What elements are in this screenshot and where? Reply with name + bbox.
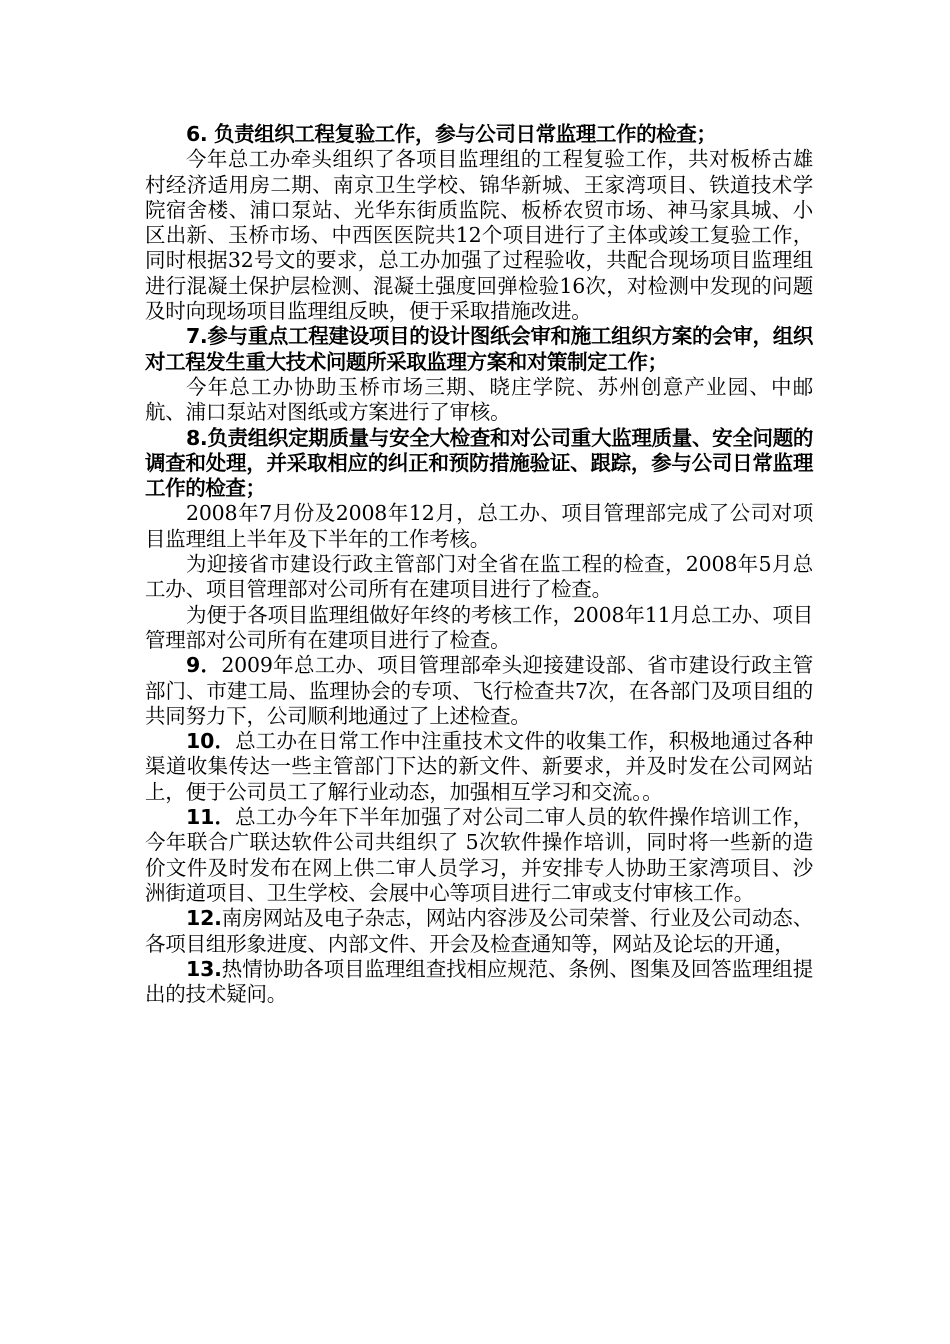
- item-number: 13.: [186, 956, 222, 981]
- item-number: 9．: [186, 653, 222, 678]
- item-text: 总工办在日常工作中注重技术文件的收集工作，积极地通过各种渠道收集传达一些主管部门下达的新文件、新要求，并及时发在公司网站上，便于公司员工了解行业动态，加强相互学习和交流。。: [145, 729, 813, 804]
- paragraph: 今年总工办牵头组织了各项目监理组的工程复验工作，共对板桥古雄村经济适用房二期、南京卫生学校、锦华新城、王家湾项目、铁道技术学院宿舍楼、浦口泵站、光华东街质监院、板桥农贸市场、神马家具城、小区出新、玉桥市场、中西医医院共12个项目进行了主体或竣工复验工作，同时根据32号文的要求，总工办加强了过程验收，共配合现场项目监理组进行混凝土保护层检测、混凝土强度回弹检验16次，对检测中发现的问题及时向现场项目监理组反映，便于采取措施改进。: [145, 147, 813, 324]
- list-item-11: [145, 805, 813, 906]
- list-item-13: [145, 957, 813, 1008]
- section-heading-7: 7.参与重点工程建设项目的设计图纸会审和施工组织方案的会审，组织对工程发生重大技术问题所采取监理方案和对策制定工作；: [145, 324, 813, 374]
- item-number: 12.: [186, 906, 222, 931]
- paragraph: 为便于各项目监理组做好年终的考核工作，2008年11月总工办、项目管理部对公司所有在建项目进行了检查。: [145, 602, 813, 652]
- list-item-12: [145, 906, 813, 957]
- list-item-10: [145, 729, 813, 805]
- item-text: 2009年总工办、项目管理部牵头迎接建设部、省市建设行政主管部门、市建工局、监理协会的专项、飞行检查共7次，在各部门及项目组的共同努力下，公司顺利地通过了上述检查。: [145, 653, 813, 728]
- list-item-9: [145, 653, 813, 729]
- document-page: [145, 122, 813, 1007]
- item-number: 10．: [186, 729, 236, 754]
- item-text: 热情协助各项目监理组查找相应规范、条例、图集及回答监理组提出的技术疑问。: [145, 956, 813, 1007]
- item-text: 总工办今年下半年加强了对公司二审人员的软件操作培训工作，今年联合广联达软件公司共组织了 5次软件操作培训，同时将一些新的造价文件及时发布在网上供二审人员学习，并安排专人协助王家湾项目、沙洲街道项目、卫生学校、会展中心等项目进行二审或支付审核工作。: [145, 805, 813, 905]
- paragraph: 2008年7月份及2008年12月，总工办、项目管理部完成了公司对项目监理组上半年及下半年的工作考核。: [145, 501, 813, 551]
- item-number: 11．: [186, 805, 236, 830]
- section-heading-8: 8.负责组织定期质量与安全大检查和对公司重大监理质量、安全问题的调查和处理，并采取相应的纠正和预防措施验证、跟踪，参与公司日常监理工作的检查；: [145, 425, 813, 501]
- section-heading-6: 6. 负责组织工程复验工作，参与公司日常监理工作的检查；: [186, 122, 717, 146]
- item-text: 南房网站及电子杂志，网站内容涉及公司荣誉、行业及公司动态、各项目组形象进度、内部文件、开会及检查通知等，网站及论坛的开通，: [145, 906, 813, 956]
- paragraph: 今年总工办协助玉桥市场三期、晓庄学院、苏州创意产业园、中邮航、浦口泵站对图纸或方案进行了审核。: [145, 374, 813, 425]
- paragraph: 为迎接省市建设行政主管部门对全省在监工程的检查，2008年5月总工办、项目管理部对公司所有在建项目进行了检查。: [145, 552, 813, 602]
